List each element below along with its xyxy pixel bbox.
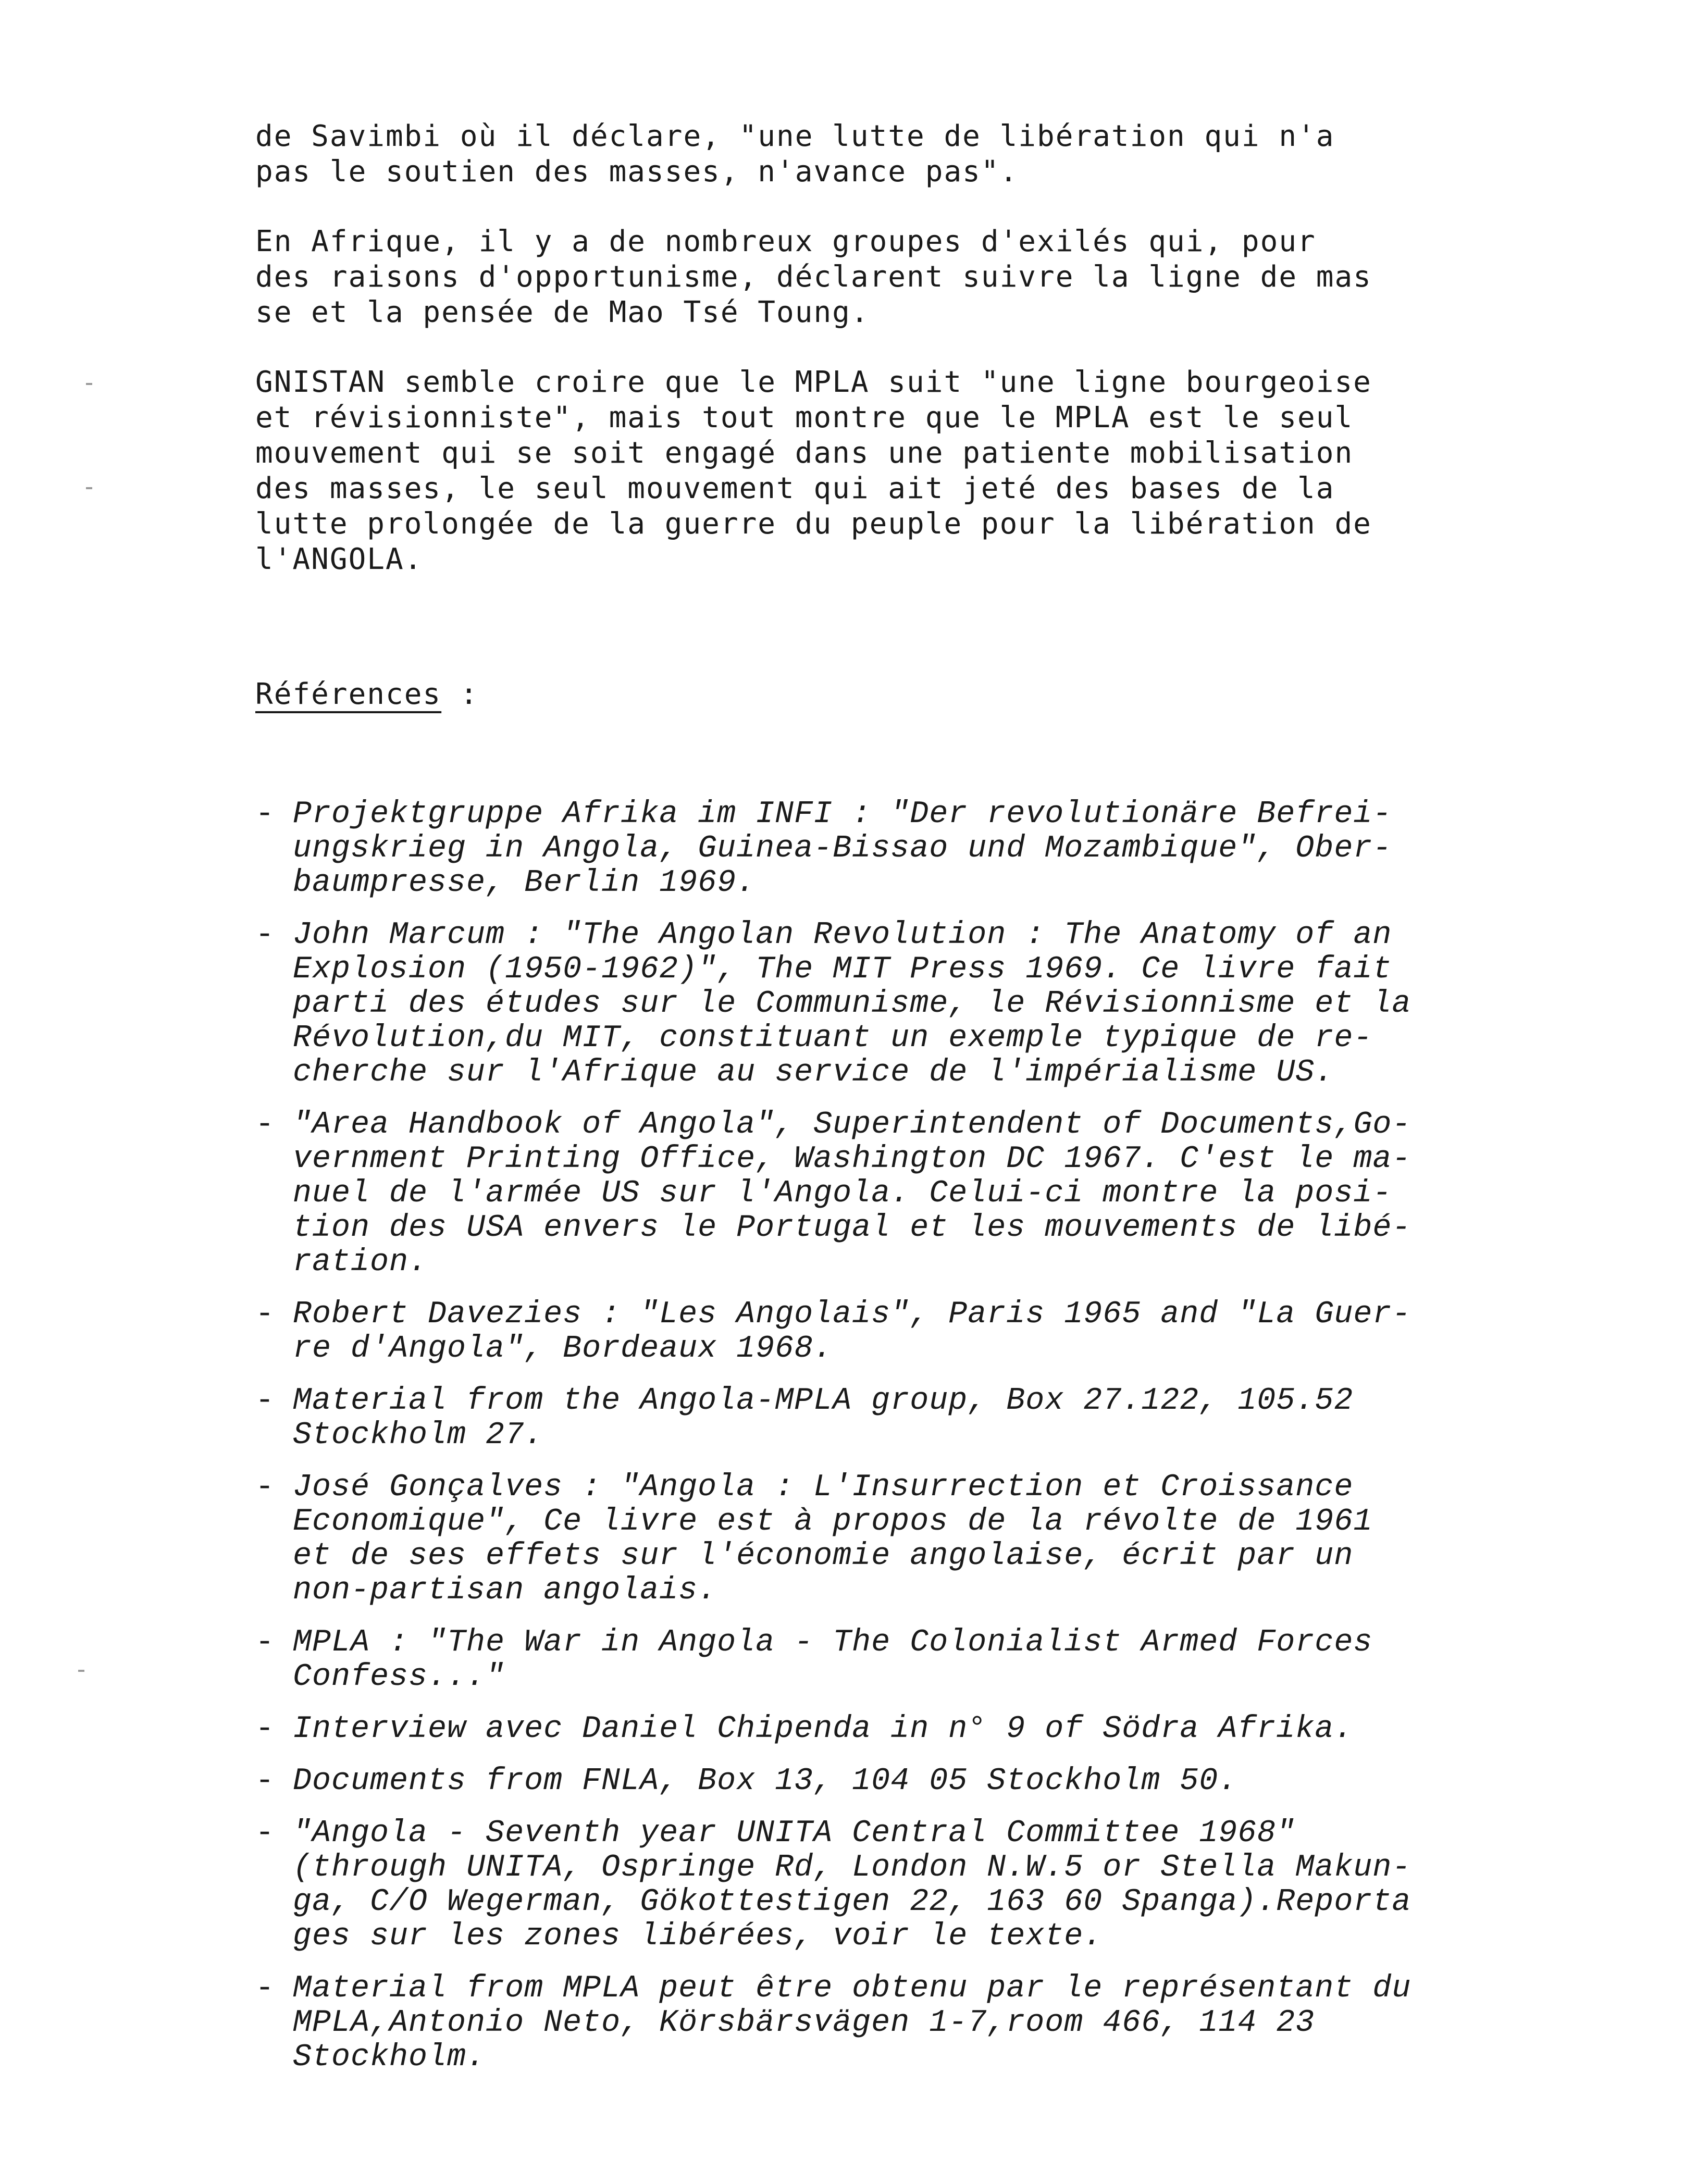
- reference-item: [255, 1384, 1527, 1453]
- reference-item: [255, 918, 1527, 1090]
- reference-item: [255, 797, 1527, 900]
- reference-item: [255, 1470, 1527, 1608]
- scan-margin-mark: [78, 1670, 84, 1672]
- reference-item: [255, 1297, 1527, 1366]
- reference-text: Interview avec Daniel Chipenda in n° 9 of Södra Afrika.: [293, 1711, 1354, 1747]
- references-heading-title: Références: [255, 677, 442, 711]
- references-heading-colon: :: [441, 677, 479, 711]
- reference-text: José Gonçalves : "Angola : L'Insurrection et Croissance Economique", Ce livre est à propos de la révolte de 1961 et de ses effets sur l'économie angolaise, écrit par un non-partisan angolais.: [293, 1470, 1373, 1608]
- reference-bullet: -: [255, 1625, 275, 1660]
- reference-item: [255, 1625, 1527, 1694]
- reference-item: [255, 1108, 1527, 1280]
- reference-item: [255, 1816, 1527, 1954]
- scan-margin-mark: [86, 487, 92, 489]
- reference-bullet: -: [255, 1764, 275, 1799]
- references-heading: [255, 677, 479, 711]
- reference-bullet: -: [255, 1711, 275, 1747]
- reference-text: Robert Davezies : "Les Angolais", Paris 1965 and "La Guer- re d'Angola", Bordeaux 1968.: [293, 1297, 1411, 1367]
- reference-text: Documents from FNLA, Box 13, 104 05 Stockholm 50.: [293, 1764, 1238, 1799]
- reference-bullet: -: [255, 1107, 275, 1143]
- reference-bullet: -: [255, 917, 275, 953]
- reference-text: John Marcum : "The Angolan Revolution : The Anatomy of an Explosion (1950-1962)", The MIT Press 1969. Ce livre fait parti des études sur le Communisme, le Révisionnisme et la Révolution,du MIT, constituant un exemple typique de re- cherche sur l'Afrique au service de l'impérialisme US.: [293, 917, 1411, 1090]
- reference-item: [255, 1712, 1527, 1746]
- reference-bullet: -: [255, 1383, 275, 1419]
- reference-text: Material from MPLA peut être obtenu par le représentant du MPLA,Antonio Neto, Körsbärsvägen 1-7,room 466, 114 23 Stockholm.: [293, 1971, 1411, 2075]
- reference-bullet: -: [255, 1816, 275, 1851]
- paragraph-exile-groups: En Afrique, il y a de nombreux groupes d'exilés qui, pour des raisons d'opportunisme, déclarent suivre la ligne de mas se et la pensée de Mao Tsé Toung.: [255, 225, 1372, 329]
- paragraph-savimbi-quote: de Savimbi où il déclare, "une lutte de libération qui n'a pas le soutien des masses, n'avance pas".: [255, 119, 1335, 189]
- reference-item: [255, 1971, 1527, 2075]
- reference-bullet: -: [255, 797, 275, 832]
- references-list: [255, 797, 1527, 2092]
- paragraph-gnistan-mpla: GNISTAN semble croire que le MPLA suit "une ligne bourgeoise et révisionniste", mais tout montre que le MPLA est le seul mouvement qui se soit engagé dans une patiente mobilisation des masses, le seul mouvement qui ait jeté des bases de la lutte prolongée de la guerre du peuple pour la libération de l'ANGOLA.: [255, 365, 1372, 576]
- reference-bullet: -: [255, 1297, 275, 1332]
- reference-text: Material from the Angola-MPLA group, Box 27.122, 105.52 Stockholm 27.: [293, 1383, 1354, 1453]
- reference-text: Projektgruppe Afrika im INFI : "Der revolutionäre Befrei- ungskrieg in Angola, Guinea-Bissao und Mozambique", Ober- baumpresse, Berlin 1969.: [293, 797, 1392, 901]
- scan-margin-mark: [86, 383, 92, 385]
- reference-bullet: -: [255, 1470, 275, 1505]
- reference-text: MPLA : "The War in Angola - The Colonialist Armed Forces Confess...": [293, 1625, 1373, 1695]
- reference-text: "Area Handbook of Angola", Superintendent of Documents,Go- vernment Printing Office, Washington DC 1967. C'est le ma- nuel de l'armée US sur l'Angola. Celui-ci montre la posi- tion des USA envers le Portugal et les mouvements de libé- ration.: [293, 1107, 1411, 1280]
- reference-bullet: -: [255, 1971, 275, 2006]
- reference-item: [255, 1764, 1527, 1798]
- reference-text: "Angola - Seventh year UNITA Central Committee 1968" (through UNITA, Ospringe Rd, London N.W.5 or Stella Makun- ga, C/O Wegerman, Gökottestigen 22, 163 60 Spanga).Reporta ges sur les zones libérées, voir le texte.: [293, 1816, 1411, 1954]
